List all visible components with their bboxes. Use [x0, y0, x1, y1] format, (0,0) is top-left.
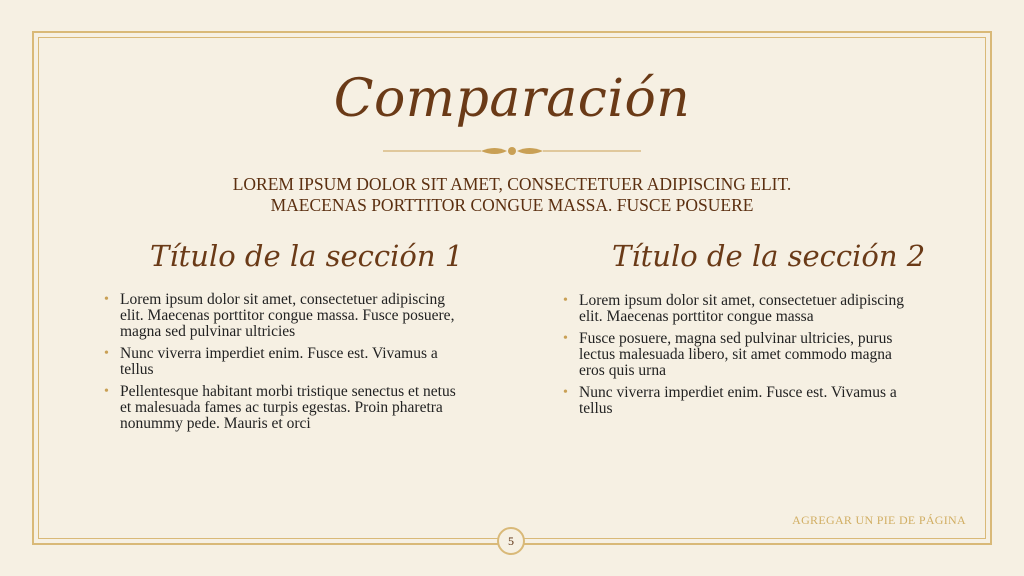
subtitle-line-2: MAECENAS PORTTITOR CONGUE MASSA. FUSCE POSUERE	[270, 195, 754, 215]
bullet-icon: •	[104, 346, 109, 361]
page-number: 5	[497, 527, 525, 555]
list-item	[563, 331, 913, 379]
bullet-icon: •	[104, 384, 109, 399]
list-item	[563, 293, 913, 325]
section-1-bullet-list[interactable]	[104, 292, 456, 438]
list-item	[563, 385, 913, 417]
title-divider-ornament	[383, 143, 641, 159]
slide-title[interactable]: Comparación	[333, 69, 691, 129]
subtitle-line-1: LOREM IPSUM DOLOR SIT AMET, CONSECTETUER ADIPISCING ELIT.	[232, 174, 792, 194]
bullet-text: Lorem ipsum dolor sit amet, consectetuer adipiscing elit. Maecenas porttitor congue massa. Fusce posuere, magna sed pulvinar ultricies	[120, 291, 455, 340]
bullet-text: Pellentesque habitant morbi tristique senectus et netus et malesuada fames ac turpis egestas. Proin pharetra nonummy pede. Mauris et orci	[120, 383, 456, 432]
bullet-text: Fusce posuere, magna sed pulvinar ultricies, purus lectus malesuada libero, sit amet commodo magna eros quis urna	[579, 330, 893, 379]
section-1-heading[interactable]: Título de la sección 1	[150, 239, 464, 273]
bullet-icon: •	[104, 292, 109, 307]
section-2-heading[interactable]: Título de la sección 2	[612, 239, 926, 273]
bullet-icon: •	[563, 331, 568, 346]
bullet-text: Nunc viverra imperdiet enim. Fusce est. Vivamus a tellus	[120, 345, 438, 378]
footer-text[interactable]: AGREGAR UN PIE DE PÁGINA	[792, 513, 966, 527]
bullet-text: Nunc viverra imperdiet enim. Fusce est. Vivamus a tellus	[579, 384, 897, 417]
list-item	[104, 292, 456, 340]
list-item	[104, 384, 456, 432]
slide-subtitle[interactable]	[0, 174, 1024, 216]
bullet-icon: •	[563, 385, 568, 400]
bullet-icon: •	[563, 293, 568, 308]
list-item	[104, 346, 456, 378]
section-2-bullet-list[interactable]	[563, 293, 913, 423]
bullet-text: Lorem ipsum dolor sit amet, consectetuer adipiscing elit. Maecenas porttitor congue massa	[579, 292, 904, 325]
